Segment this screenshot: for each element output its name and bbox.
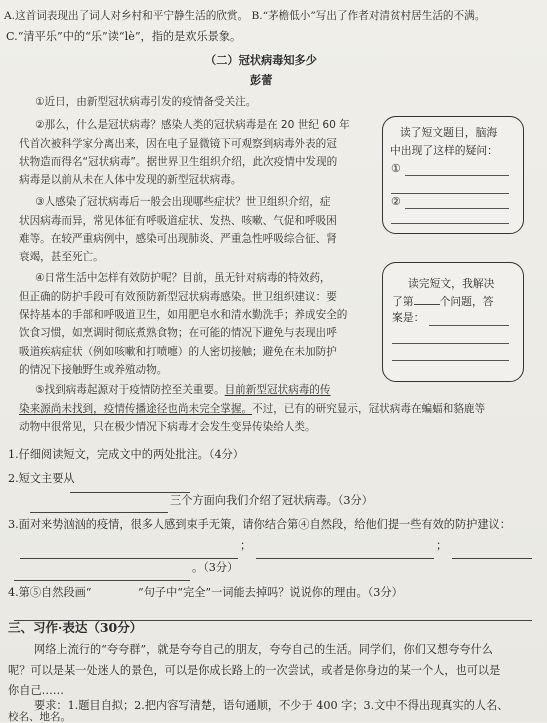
box2-answer-line-3[interactable]	[392, 360, 509, 361]
annotation-box-answer	[382, 262, 524, 382]
writing-section-title: 三、习作·表达（30分）	[8, 620, 143, 635]
question-3-blank-1[interactable]	[20, 548, 238, 559]
paragraph-4-line-1: ④日常生活中怎样有效防护呢？目前，虽无针对病毒的特效药，	[35, 272, 331, 284]
paragraph-4-line-5: 吸道疾病症状（例如咳嗽和打喷嚏）的人密切接触；避免在未加防护	[19, 346, 337, 358]
box1-option-2: ②	[391, 195, 401, 208]
paragraph-2-line-4: 病毒是以前从未在人体中发现的新型冠状病毒。	[19, 174, 242, 186]
question-3-blank-3[interactable]	[452, 548, 532, 559]
annotation-box-questions	[382, 116, 524, 234]
question-3-blank-4[interactable]	[14, 570, 190, 581]
paragraph-3-line-1: ③人感染了冠状病毒后一般会出现哪些症状？世卫组织介绍，症	[35, 196, 331, 208]
paragraph-5-line-3: 动物中很常见，只在极少情况下病毒才会发生变异传染给人类。	[19, 421, 316, 433]
question-2-blank-b[interactable]	[30, 502, 168, 513]
paragraph-2-line-1: ②那么，什么是冠状病毒？感染人类的冠状病毒是在 20 世纪 60 年	[35, 119, 350, 131]
box2-line-3: 案是：	[392, 311, 425, 324]
paragraph-4-line-6: 的情况下接触野生或养殖动物。	[19, 364, 168, 376]
box1-answer-line-2[interactable]	[391, 193, 509, 194]
writing-requirements-line-2: 校名、地名。	[8, 711, 71, 723]
paragraph-3-line-4: 衰竭，甚至死亡。	[19, 251, 104, 263]
writing-prompt-line-3: 你自己……	[8, 684, 64, 697]
question-3-blank-2[interactable]	[256, 548, 434, 559]
box1-option-1: ①	[391, 162, 401, 175]
box1-line-1: 读了短文题目，脑海	[400, 126, 498, 139]
paragraph-3-line-3: 难等。在较严重病例中，感染可出现肺炎、严重急性呼吸综合征、肾	[19, 233, 337, 245]
box1-answer-line-3[interactable]	[405, 208, 509, 209]
question-2-blank-a[interactable]	[70, 482, 190, 493]
question-3: 3.面对来势汹汹的疫情，很多人感到束手无策，请你结合第④自然段，给他们提一些有效的防护建议：	[8, 518, 511, 531]
box2-line-1: 读完短文，我解决	[408, 277, 495, 290]
paragraph-5-underlined-1: 目前新型冠状病毒的传	[224, 384, 331, 396]
question-3-ending: 。（3分）	[192, 561, 239, 574]
box1-answer-line-4[interactable]	[391, 223, 509, 224]
paragraph-5-underlined-2: 染来源尚未找到，疫情传播途径也尚未完全掌握。	[19, 403, 253, 415]
question-4-prefix: 4.第⑤自然段画“	[8, 586, 92, 599]
question-3-separator-1: ；	[240, 539, 252, 552]
paragraph-5-line-1	[35, 383, 331, 397]
article-author: 彭蕾	[250, 73, 273, 87]
paragraph-2-line-3: 状物造而得名“冠状病毒”。据世界卫生组织介绍，此次疫情中发现的	[19, 156, 338, 168]
question-2-prefix: 2.短文主要从	[8, 472, 75, 485]
option-ab-line: A.这首词表现出了词人对乡村和平宁静生活的欣赏。 B.“茅檐低小”写出了作者对清贫村居生活的不满。	[4, 10, 486, 22]
writing-requirements-line-1: 要求：1.题目自拟；2.把内容写清楚，语句通顺，不少于 400 字；3.文中不得出现真实的人名、	[34, 699, 509, 712]
box2-answer-line-2[interactable]	[392, 343, 509, 344]
box1-answer-line-1[interactable]	[405, 175, 509, 176]
paragraph-2-line-2: 代首次被科学家分离出来，因在电子显微镜下可观察到病毒外表的冠	[19, 138, 337, 150]
question-3-separator-2: ；	[436, 539, 448, 552]
paragraph-5-sentence-b: 不过，已有的研究显示，冠状病毒在蝙蝠和貉鹿等	[252, 403, 486, 415]
writing-prompt-line-1: 网络上流行的“夸夸群”，就是夸夸自己的朋友，夸夸自己的生活。同学们，你们又想夸夸什么	[34, 643, 493, 656]
paragraph-3-line-2: 状因病毒而异，常见体征有呼吸道症状、发热、咳嗽、气促和呼吸困	[19, 215, 337, 227]
paragraph-1: ①近日，由新型冠状病毒引发的疫情备受关注。	[35, 96, 257, 108]
option-c-line: C.“清平乐”中的“乐”读“lè”，指的是欢乐景象。	[6, 30, 242, 43]
section-title: （二）冠状病毒知多少	[205, 53, 317, 67]
paragraph-4-line-3: 保持基本的手部和呼吸道卫生，如用肥皂水和清水勤洗手；养成安全的	[19, 309, 348, 321]
box2-line-2: 了第 个问题，答	[392, 295, 494, 308]
writing-prompt-line-2: 呢？可以是某一处迷人的景色，可以是你成长路上的一次尝试，或者是你身边的某一个人，也可以是	[8, 664, 501, 677]
paragraph-4-line-4: 饮食习惯，如烹调时彻底煮熟食物；在可能的情况下避免与表现出呼	[19, 327, 337, 339]
box1-line-2: 中出现了这样的疑问：	[390, 144, 498, 157]
question-2-suffix: 三个方面向我们介绍了冠状病毒。（3分）	[170, 494, 373, 507]
question-1: 1.仔细阅读短文，完成文中的两处批注。（4分）	[8, 448, 244, 461]
paragraph-5-sentence-a: ⑤找到病毒起源对于疫情防控至关重要。	[35, 384, 225, 396]
paragraph-4-line-2: 但正确的防护手段可有效预防新型冠状病毒感染。世卫组织建议：要	[19, 291, 337, 303]
question-4-suffix: ”句子中“完全”一词能去掉吗？说说你的理由。（3分）	[138, 586, 403, 599]
paragraph-5-line-2	[19, 402, 485, 416]
box2-answer-line-1[interactable]	[429, 325, 509, 326]
box2-question-number-blank[interactable]	[414, 294, 440, 305]
